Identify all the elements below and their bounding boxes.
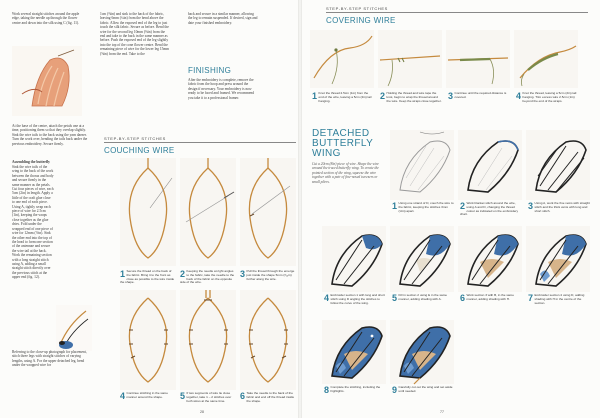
covering-wire-heading: COVERING WIRE: [326, 16, 396, 25]
couching-step-2-caption: [180, 270, 236, 285]
right-section-rule: [326, 12, 588, 13]
step-number: 3: [528, 201, 534, 211]
step-number: 6: [240, 391, 246, 401]
left-col2-top-text: 1cm (⅜in) and sink to the back of the fabric, leaving 6mm (¼in) from the bend above the fabric. Allow the exposed end of the leg to just touch the silk fabric. Secure as before. Bend the wire for the second leg 10mm (⅜in) from the end and take to the back in the same manner as before. Push the exposed end of the leg slightly into the top of the cone flower centre. Bend the remaining piece of wire for the lower leg 15mm (⅝in) from the end. Take to the: [100, 12, 170, 56]
wing-step4-image: [322, 226, 386, 292]
step-number: 2: [180, 269, 186, 279]
covering-step-4-caption: [516, 92, 578, 103]
wing-step-5-caption: [392, 294, 454, 302]
step-number: 7: [528, 293, 534, 303]
right-page-number: 77: [440, 410, 444, 414]
step-number: 8: [324, 385, 330, 395]
step-text: Holding the thread and wire tape the knot, begin to wrap the thread around the wire. Keep the wraps close together.: [386, 91, 442, 103]
step-text: Continue stitching in the same manner around the shape.: [126, 391, 168, 399]
step-text: Keeping the needle at right angles to the fabric, take the needle to the back of the fabric on the opposite side of the wire.: [180, 269, 235, 285]
butterfly-assembly-text: Sink the wire tails of the wing to the back of the work between the thorax and body and secure firmly in the same manner as the petals. Cut four pieces of wire, each 5cm (2in) in length. Apply a little of the craft glue close to one end of each piece. Using A, tightly wrap each piece of wire for 2.5cm (1in), keeping the wraps close together as the glue dries. Fold under the wrapped end of one piece of wire for 12mm (½in). Sink the other end into the top of the head to form one section of the antennae and secure the wire tail at the back. Work the remaining section with a long straight stitch using A, adding a small straight stitch directly over the previous stitch at the upper end (fig. 12).: [12, 165, 54, 280]
wing-step-4-caption: [324, 294, 386, 305]
step-text: Embroider section 4 using D, adding shading with H in the centre of the section.: [534, 293, 585, 305]
wing-step-7-caption: [528, 294, 590, 305]
covering-step-2-caption: [380, 92, 442, 103]
fig12-antennae-illustration: [56, 305, 92, 351]
couching-step-1-caption: [120, 270, 176, 285]
step-number: 9: [392, 385, 398, 395]
step-text: Using one strand of D, couch the wire to the fabric, keeping the stitches 3mm (⅛in) apart.: [398, 201, 454, 213]
step-text: Pull the thread through the emerge just inside the shape 5mm (³⁄₁₆in) further along the wire.: [246, 269, 295, 281]
couching-step-3-caption: [240, 270, 296, 281]
step-number: 4: [516, 91, 522, 101]
couching-wire-heading: COUCHING WIRE: [104, 146, 175, 155]
step-number: 1: [120, 269, 126, 279]
wing-heading-line1: DETACHED: [312, 128, 370, 139]
butterfly-assembly-text-2: Referring to the close-up photograph for placement, stitch three legs with straight stitches of varying lengths, using A. For the upper detached leg, bend under the wrapped wire for: [12, 350, 87, 368]
step-text: Carefully cut out the wing and set aside until needed.: [398, 385, 453, 393]
left-section-rule: [104, 142, 296, 143]
right-section-label: STEP-BY-STEP STITCHES: [326, 6, 388, 11]
wing-heading-line2: BUTTERFLY: [312, 138, 374, 149]
step-number: 1: [312, 91, 318, 101]
left-col1-mid-text: At the base of the centre, attach the petals one at a time, positioning them so that they overlap slightly. Sink the wire tails to the back using the yarn darner. Turn the work over, bending the tails back under the previous embroidery. Secure firmly.: [12, 124, 88, 146]
wing-step-6-caption: [460, 294, 522, 302]
covering-step1-image: [310, 30, 374, 88]
covering-step2-image: [378, 30, 442, 88]
wing-step5-image: [390, 226, 454, 292]
step-text: Knot the thread, leaving a 5cm (2in) tail hanging. Trim excess wire 2.5cm (1in) beyond the end of the wraps.: [522, 91, 577, 103]
couching-step1-image: [120, 158, 176, 266]
step-text: Complete the stitching, including the highlights.: [330, 385, 381, 393]
covering-step4-image: [514, 30, 578, 88]
couching-step4-image: [120, 290, 176, 390]
wing-intro-text: Cut a 20cm (8in) piece of wire. Shape the wire around the traced butterfly wing. To create the pointed section of the wing, squeeze the wire together with a pair of fine-nosed tweezers or small pliers.: [312, 162, 379, 184]
wing-step7-image: [526, 226, 590, 292]
wing-step1-image: [390, 130, 454, 200]
left-page-number: 28: [200, 410, 204, 414]
wing-step-9-caption: [392, 386, 454, 394]
wing-heading-line3: WING: [312, 148, 341, 159]
left-col1-top-text: Work several straight stitches around the apple edge, taking the needle up through the flower centre and down into the silk using C (fig. 11).: [12, 12, 80, 25]
wing-step8-image: [322, 320, 386, 384]
finishing-heading: FINISHING: [188, 66, 232, 75]
step-text: Continue until the required distance is covered.: [454, 91, 507, 99]
step-text: Fill in section 2 using E in the same manner, adding shading with A.: [398, 293, 448, 301]
wing-step-1-caption: [392, 202, 454, 213]
fig11-flower-illustration: [12, 46, 82, 116]
wing-step9-image: [390, 320, 454, 384]
left-col3-top-text: back and secure in a similar manner, allowing the leg to remain suspended. If desired, sign and date your finished embroidery.: [188, 12, 258, 25]
step-text: If two segments of wire lie close together, take 1 – 2 stitches over both wires at the same time.: [186, 391, 232, 403]
covering-step3-image: [446, 30, 510, 88]
covering-step-3-caption: [448, 92, 510, 100]
step-number: 6: [460, 293, 466, 303]
step-number: 5: [180, 391, 186, 401]
covering-step-1-caption: [312, 92, 374, 103]
step-text: Work blanket stitch around the wire, using A and D, changing the thread colour as indicated on the embroidery chart.: [460, 201, 519, 217]
couching-step6-image: [240, 290, 296, 390]
couching-step3-image: [240, 158, 296, 266]
step-number: 4: [324, 293, 330, 303]
wing-step3-image: [526, 130, 590, 200]
step-number: 3: [448, 91, 454, 101]
step-number: 4: [120, 391, 126, 401]
wing-step-2-caption: [460, 202, 522, 217]
step-number: 2: [380, 91, 386, 101]
step-text: Work section 3 with B, in the same manner, adding shading with H.: [466, 293, 514, 301]
left-section-label: STEP-BY-STEP STITCHES: [104, 136, 166, 141]
couching-step-5-caption: [180, 392, 236, 403]
step-text: Using A, work the fine veins with straight stitch and the thick veins with long and short stitch.: [534, 201, 590, 213]
step-text: Knot the thread 2.5cm (1in) from the end of the wire, leaving a 5cm (2in) tail hanging.: [318, 91, 372, 103]
couching-step5-image: [180, 290, 236, 390]
step-number: 5: [392, 293, 398, 303]
step-number: 3: [240, 269, 246, 279]
butterfly-subheading: Assembling the butterfly: [12, 160, 50, 164]
wing-step2-image: [458, 130, 522, 200]
wing-step-8-caption: [324, 386, 386, 394]
step-number: 2: [460, 201, 466, 211]
couching-step-6-caption: [240, 392, 296, 403]
step-text: Secure the thread on the back of the fabric. Bring it to the front as close as possible to the wire inside the shape.: [120, 269, 175, 285]
finishing-text: After the embroidery is complete, remove the fabric from the hoop and press around the design if necessary. Your embroidery is now ready to be faced and framed. We recommend you take it to a professional framer.: [188, 78, 255, 100]
step-text: Embroider section 1 with long and short stitch using D angling the stitches to follow the curve of the wing.: [330, 293, 385, 305]
step-text: Take the needle to the back of the fabric and end off the thread inside the shape.: [246, 391, 295, 403]
wing-step-3-caption: [528, 202, 590, 213]
wing-step6-image: [458, 226, 522, 292]
couching-step-4-caption: [120, 392, 176, 400]
page-gutter: [298, 0, 302, 418]
step-number: 1: [392, 201, 398, 211]
couching-step2-image: [180, 158, 236, 266]
